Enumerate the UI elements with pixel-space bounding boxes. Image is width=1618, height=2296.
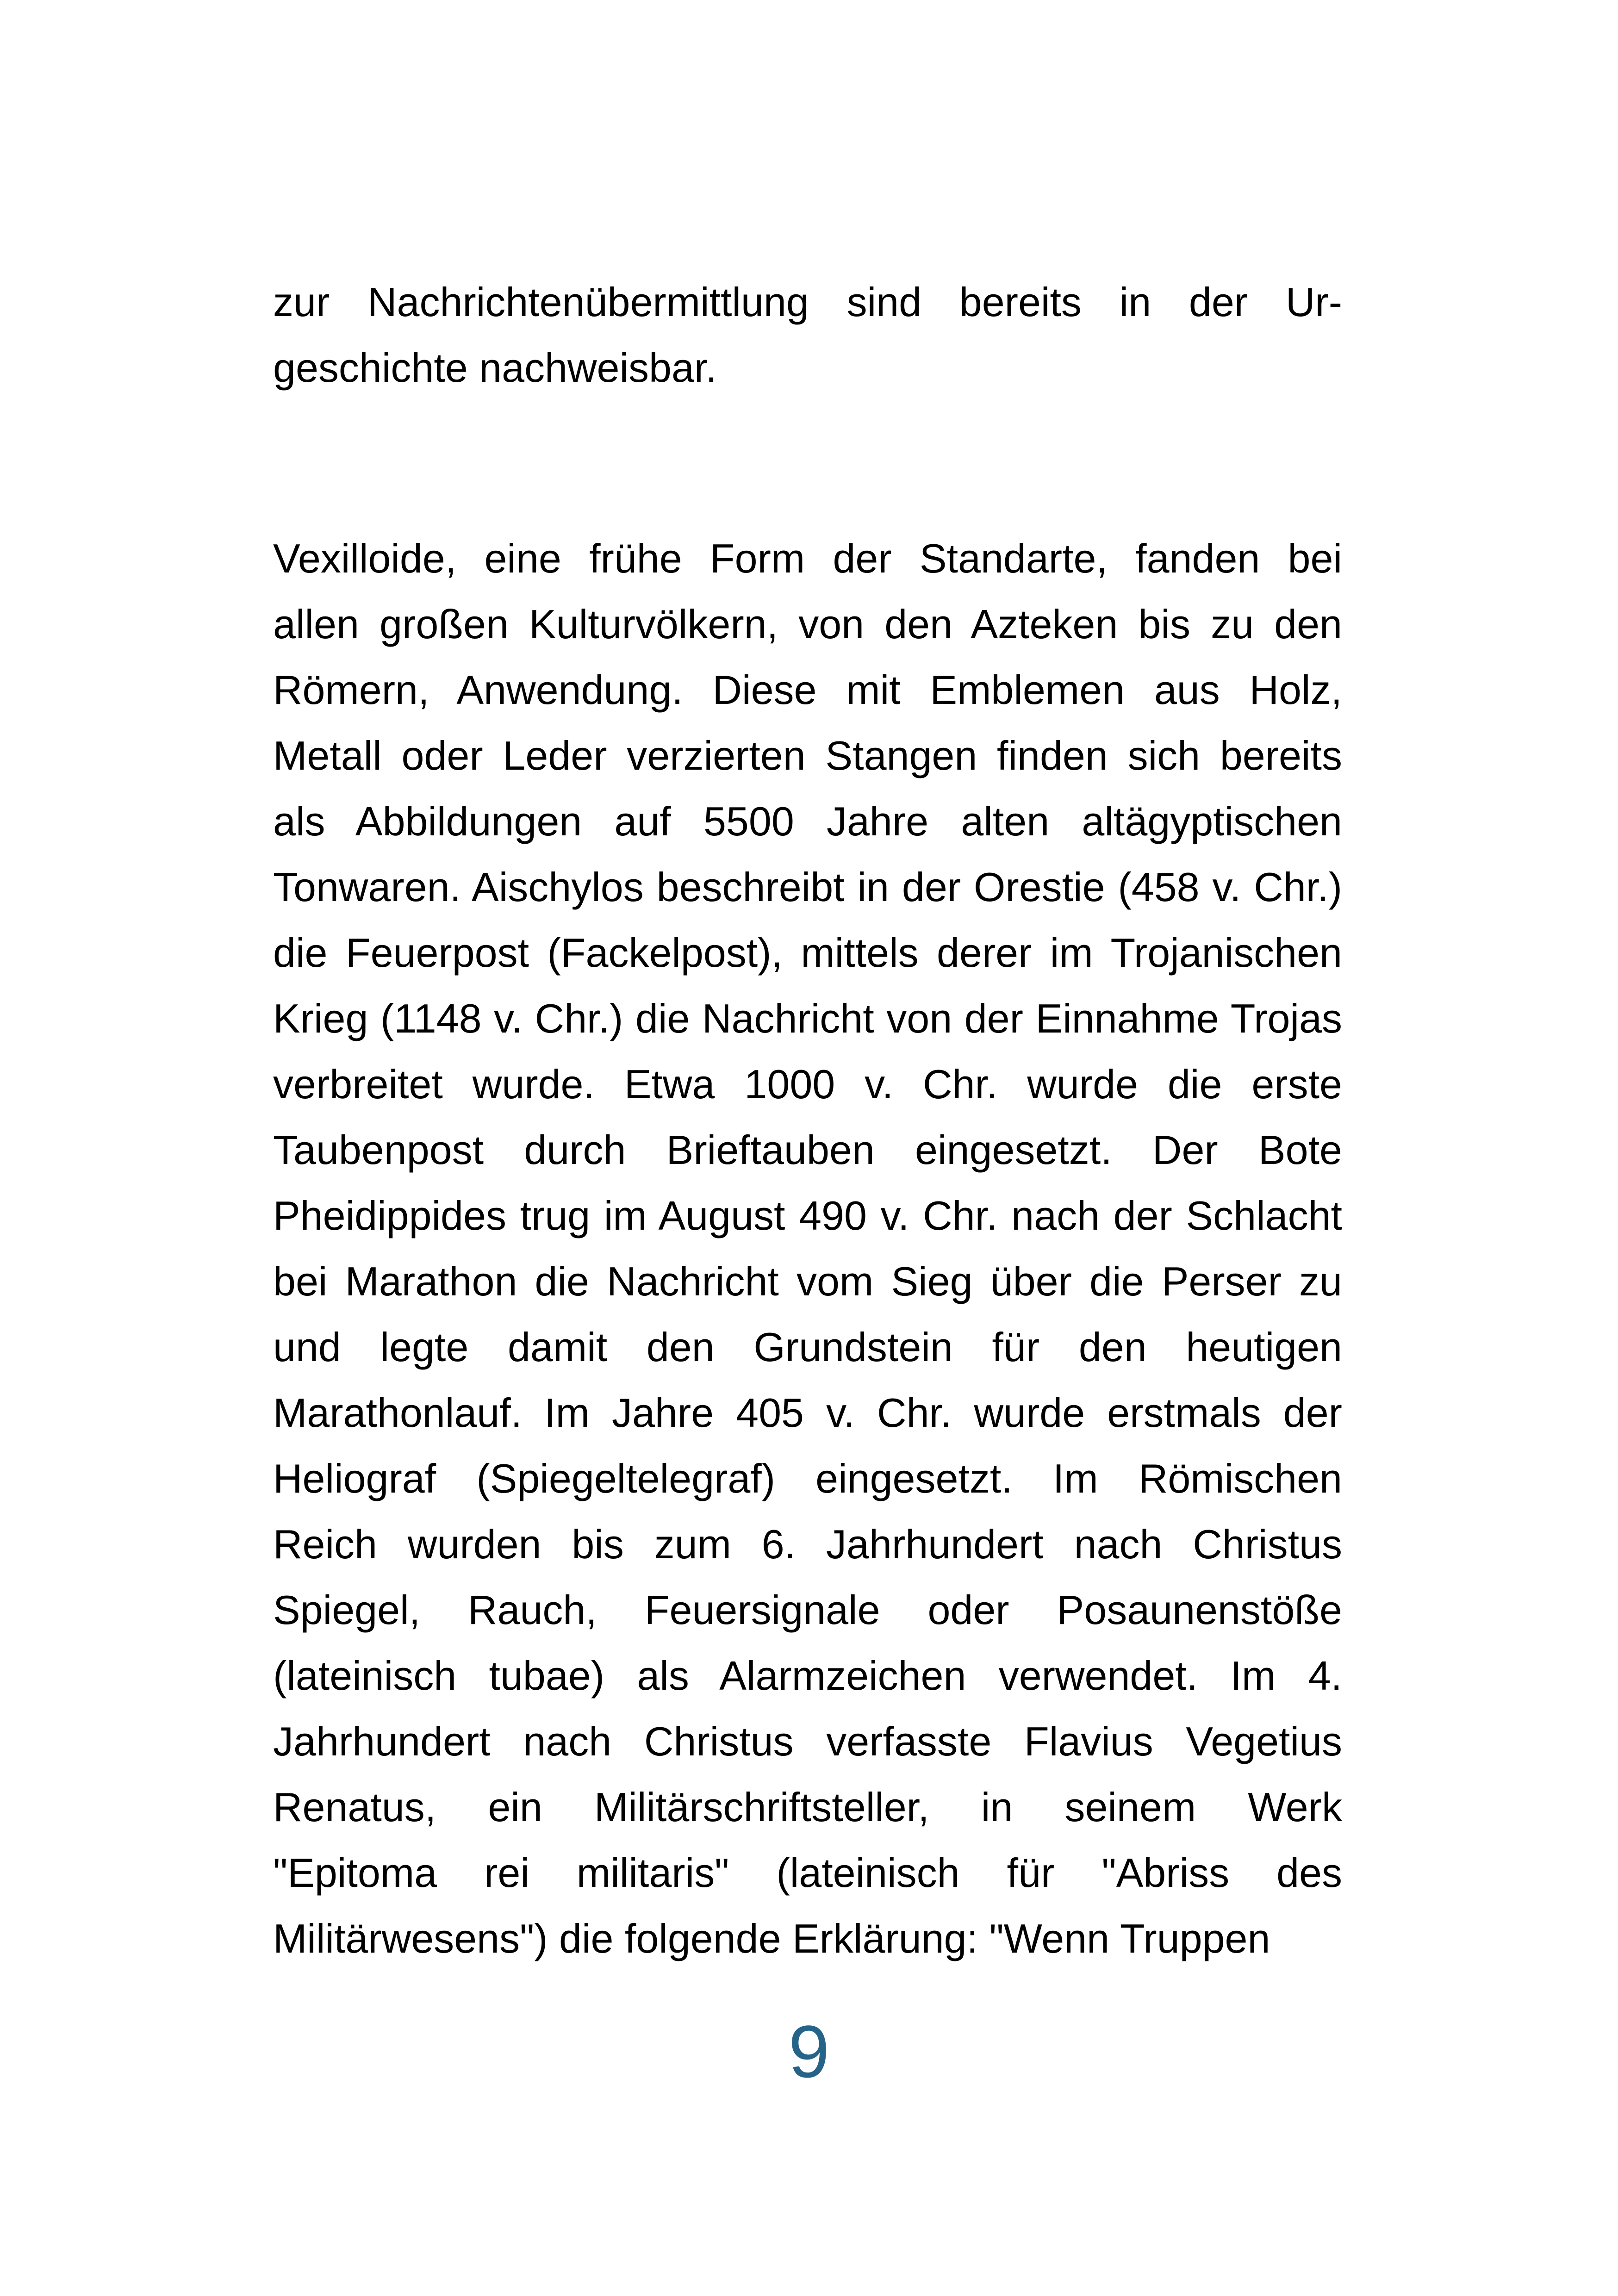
paragraph: [273, 269, 1342, 401]
text-line: "Epitoma rei militaris" (lateinisch für "Abriss des: [273, 1850, 1342, 1896]
text-line: Renatus, ein Militärschriftsteller, in seinem Werk: [273, 1784, 1342, 1830]
text-line: und legte damit den Grundstein für den heutigen: [273, 1324, 1342, 1370]
text-line: verbreitet wurde. Etwa 1000 v. Chr. wurde die erste: [273, 1061, 1342, 1107]
page-number: 9: [788, 2010, 830, 2093]
text-line: als Abbildungen auf 5500 Jahre alten altägyptischen: [273, 798, 1342, 844]
text-block: [273, 269, 1342, 1972]
text-line: Heliograf (Spiegeltelegraf) eingesetzt. Im Römischen: [273, 1456, 1342, 1501]
text-line: Spiegel, Rauch, Feuersignale oder Posaunenstöße: [273, 1587, 1342, 1633]
text-line: Tonwaren. Aischylos beschreibt in der Orestie (458 v. Chr.): [273, 864, 1342, 910]
text-line: Militärwesens") die folgende Erklärung: "Wenn Truppen: [273, 1916, 1270, 1961]
text-line: Reich wurden bis zum 6. Jahrhundert nach Christus: [273, 1521, 1342, 1567]
text-line: allen großen Kulturvölkern, von den Azteken bis zu den: [273, 601, 1342, 647]
text-line: die Feuerpost (Fackelpost), mittels derer im Trojanischen: [273, 930, 1342, 976]
text-line: Römern, Anwendung. Diese mit Emblemen aus Holz,: [273, 667, 1342, 713]
text-line: Taubenpost durch Brieftauben eingesetzt. Der Bote: [273, 1127, 1342, 1173]
text-line: Metall oder Leder verzierten Stangen finden sich bereits: [273, 733, 1342, 778]
text-line: geschichte nachweisbar.: [273, 345, 717, 391]
text-line: Pheidippides trug im August 490 v. Chr. nach der Schlacht: [273, 1193, 1342, 1238]
text-line: zur Nachrichtenübermittlung sind bereits in der Ur-: [273, 279, 1342, 325]
text-line: Jahrhundert nach Christus verfasste Flavius Vegetius: [273, 1718, 1342, 1764]
text-line: (lateinisch tubae) als Alarmzeichen verwendet. Im 4.: [273, 1653, 1342, 1699]
text-line: Krieg (1148 v. Chr.) die Nachricht von der Einnahme Trojas: [273, 996, 1342, 1041]
paragraph: [273, 526, 1342, 1972]
text-line: bei Marathon die Nachricht vom Sieg über die Perser zu: [273, 1258, 1342, 1304]
text-line: Marathonlauf. Im Jahre 405 v. Chr. wurde erstmals der: [273, 1390, 1342, 1436]
text-line: Vexilloide, eine frühe Form der Standarte, fanden bei: [273, 535, 1342, 581]
